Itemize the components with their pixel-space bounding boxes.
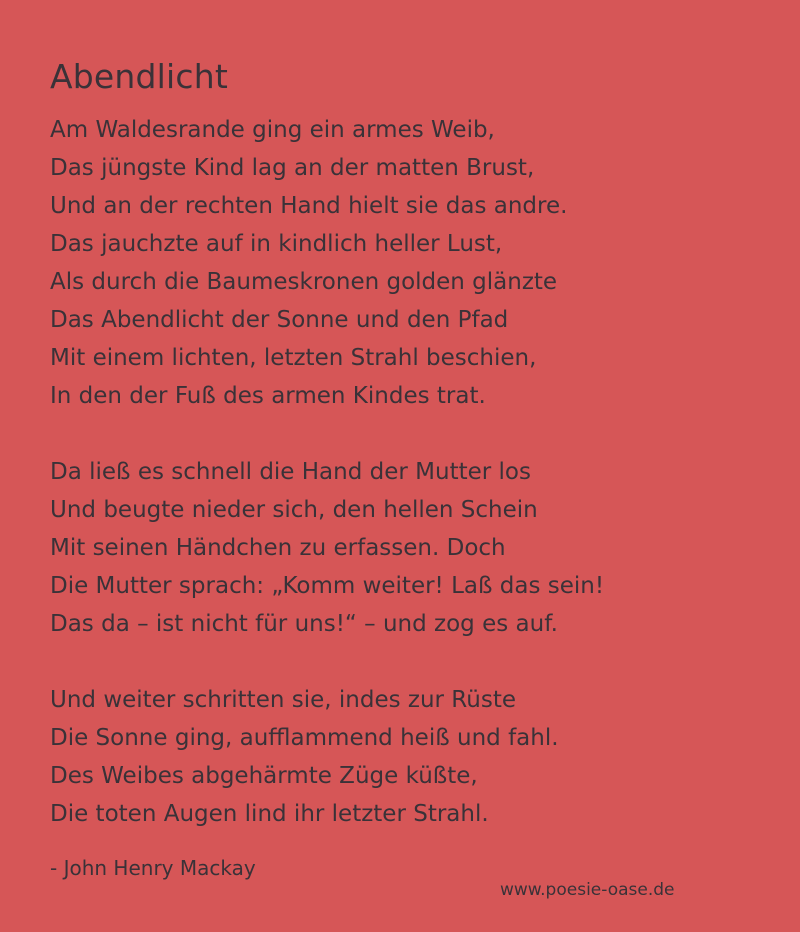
- poem-line: Da ließ es schnell die Hand der Mutter los: [50, 459, 531, 485]
- poem-line: Das jauchzte auf in kindlich heller Lust,: [50, 231, 503, 257]
- poem-line: Am Waldesrande ging ein armes Weib,: [50, 117, 495, 143]
- poem-line: Mit einem lichten, letzten Strahl beschien,: [50, 345, 537, 371]
- poem-line: Die toten Augen lind ihr letzter Strahl.: [50, 801, 489, 827]
- poem-author: - John Henry Mackay: [50, 856, 256, 880]
- poem-line: Die Sonne ging, aufflammend heiß und fahl.: [50, 725, 559, 751]
- poem-title: Abendlicht: [50, 57, 229, 96]
- poem-line: Das jüngste Kind lag an der matten Brust,: [50, 155, 535, 181]
- poem-line: Als durch die Baumeskronen golden glänzte: [50, 269, 558, 295]
- poem-line: Mit seinen Händchen zu erfassen. Doch: [50, 535, 506, 561]
- stanza-2: [50, 453, 770, 643]
- stanza-1: [50, 111, 770, 415]
- poem-line: Das Abendlicht der Sonne und den Pfad: [50, 307, 509, 333]
- poem-line: Und an der rechten Hand hielt sie das andre.: [50, 193, 568, 219]
- poem-line: In den der Fuß des armen Kindes trat.: [50, 383, 486, 409]
- website-url: www.poesie-oase.de: [500, 880, 675, 900]
- poem-line: Des Weibes abgehärmte Züge küßte,: [50, 763, 478, 789]
- poem-card: [50, 55, 770, 833]
- poem-line: Und beugte nieder sich, den hellen Schein: [50, 497, 538, 523]
- poem-line: Und weiter schritten sie, indes zur Rüste: [50, 687, 516, 713]
- poem-line: Die Mutter sprach: „Komm weiter! Laß das sein!: [50, 573, 605, 599]
- poem-line: Das da – ist nicht für uns!“ – und zog es auf.: [50, 611, 558, 637]
- stanza-3: [50, 681, 770, 833]
